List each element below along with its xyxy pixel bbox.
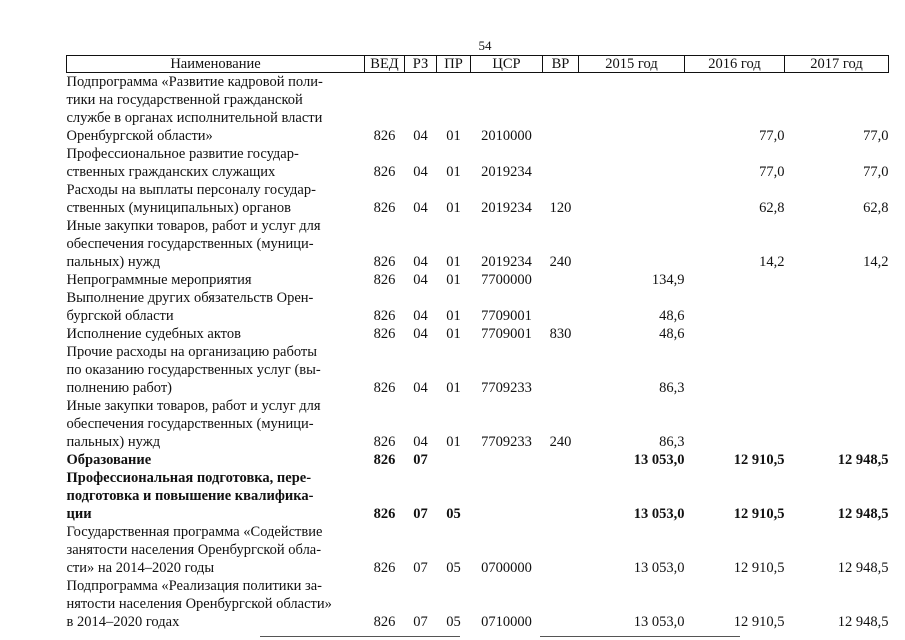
cell-pr: 01 (446, 254, 461, 270)
cell-ved: 826 (373, 254, 396, 270)
cell-2016 (685, 325, 785, 343)
name-line: обеспечения государственных (муници- (66, 236, 314, 252)
header-2016: 2016 год (685, 56, 785, 73)
name-line: пальных) нужд (66, 434, 161, 450)
name-line: Профессиональная подготовка, пере- (66, 470, 312, 486)
cell-2016: 12 910,5 (733, 452, 785, 468)
cell-2017 (785, 325, 889, 343)
cell-pr: 01 (446, 164, 461, 180)
table-header-row (67, 56, 889, 73)
cell-rz: 04 (413, 272, 428, 288)
name-line: подготовка и повышение квалифика- (66, 488, 314, 504)
cell-vr (543, 451, 579, 469)
cell-2017: 12 948,5 (837, 506, 889, 522)
cell-ved: 826 (373, 380, 396, 396)
footer-divider (260, 636, 460, 637)
cell-rz: 04 (413, 164, 428, 180)
name-line: бургской области (66, 308, 174, 324)
cell-vr (543, 289, 579, 325)
table-row (67, 523, 889, 577)
name-line: Прочие расходы на организацию работы (66, 344, 317, 360)
cell-vr (543, 523, 579, 577)
cell-name (67, 325, 365, 343)
cell-vr: 830 (549, 326, 572, 342)
table-body (67, 73, 889, 632)
cell-2015: 13 053,0 (633, 452, 685, 468)
page-number: 54 (478, 38, 492, 53)
cell-name (67, 289, 365, 325)
cell-name (67, 451, 365, 469)
cell-ved: 826 (373, 506, 396, 522)
header-2017: 2017 год (785, 56, 889, 73)
cell-2015: 86,3 (659, 434, 685, 450)
cell-ved: 826 (373, 452, 396, 468)
table-row (67, 145, 889, 181)
cell-csr: 7700000 (481, 272, 532, 288)
cell-csr: 2019234 (481, 164, 532, 180)
cell-name (67, 343, 365, 397)
cell-ved: 826 (373, 200, 396, 216)
name-line: в 2014–2020 годах (66, 614, 180, 630)
cell-pr: 01 (446, 272, 461, 288)
cell-2017: 14,2 (863, 254, 889, 270)
cell-2015 (579, 217, 685, 271)
table-row (67, 181, 889, 217)
cell-2015: 48,6 (659, 326, 685, 342)
name-line: Профессиональное развитие государ- (66, 146, 299, 162)
name-line: сти» на 2014–2020 годы (66, 560, 215, 576)
cell-csr: 7709001 (481, 326, 532, 342)
name-line: по оказанию государственных услуг (вы- (66, 362, 321, 378)
cell-vr (543, 271, 579, 289)
name-line: Расходы на выплаты персоналу государ- (66, 182, 316, 198)
cell-rz: 07 (413, 452, 428, 468)
name-line: занятости населения Оренбургской обла- (66, 542, 322, 558)
name-line: тики на государственной гражданской (66, 92, 303, 108)
cell-2017: 62,8 (863, 200, 889, 216)
table-row (67, 343, 889, 397)
cell-pr: 01 (446, 380, 461, 396)
cell-csr: 0710000 (481, 614, 532, 630)
name-line: Оренбургской области» (66, 128, 213, 144)
cell-2016 (685, 289, 785, 325)
cell-rz: 07 (413, 506, 428, 522)
cell-2015: 134,9 (651, 272, 685, 288)
cell-pr: 01 (446, 308, 461, 324)
cell-2017: 77,0 (863, 164, 889, 180)
name-line: Исполнение судебных актов (66, 326, 241, 342)
name-line: пальных) нужд (66, 254, 161, 270)
cell-vr: 240 (549, 434, 572, 450)
cell-rz: 04 (413, 434, 428, 450)
cell-pr (437, 451, 471, 469)
cell-rz: 04 (413, 200, 428, 216)
cell-name (67, 397, 365, 451)
cell-2017 (785, 271, 889, 289)
cell-2015 (579, 181, 685, 217)
cell-csr: 2010000 (481, 128, 532, 144)
cell-2016: 77,0 (759, 164, 785, 180)
footer-divider (540, 636, 740, 637)
cell-rz: 04 (413, 308, 428, 324)
cell-csr: 0700000 (481, 560, 532, 576)
cell-2017: 77,0 (863, 128, 889, 144)
cell-2016: 77,0 (759, 128, 785, 144)
header-name: Наименование (67, 56, 365, 73)
cell-csr: 2019234 (481, 254, 532, 270)
cell-name (67, 523, 365, 577)
cell-2016: 12 910,5 (733, 560, 785, 576)
cell-2015: 13 053,0 (633, 560, 685, 576)
cell-ved: 826 (373, 434, 396, 450)
cell-2017: 12 948,5 (837, 614, 889, 630)
header-vr: ВР (543, 56, 579, 73)
cell-pr: 05 (446, 560, 461, 576)
header-pr: ПР (437, 56, 471, 73)
cell-vr: 240 (549, 254, 572, 270)
cell-name (67, 181, 365, 217)
table-row (67, 73, 889, 146)
cell-2017 (785, 289, 889, 325)
cell-2015: 13 053,0 (633, 614, 685, 630)
cell-2016: 12 910,5 (733, 614, 785, 630)
name-line: ственных гражданских служащих (66, 164, 276, 180)
cell-2015: 13 053,0 (633, 506, 685, 522)
cell-name (67, 469, 365, 523)
cell-2017 (785, 343, 889, 397)
table-row (67, 469, 889, 523)
table-row (67, 451, 889, 469)
cell-vr (543, 343, 579, 397)
table-row (67, 397, 889, 451)
cell-vr (543, 145, 579, 181)
cell-pr: 01 (446, 326, 461, 342)
cell-csr: 7709233 (481, 434, 532, 450)
name-line: Государственная программа «Содействие (66, 524, 323, 540)
cell-2016: 62,8 (759, 200, 785, 216)
header-ved: ВЕД (365, 56, 405, 73)
table-row (67, 271, 889, 289)
cell-2016 (685, 271, 785, 289)
cell-rz: 04 (413, 326, 428, 342)
cell-ved: 826 (373, 326, 396, 342)
header-rz: РЗ (405, 56, 437, 73)
name-line: ственных (муниципальных) органов (66, 200, 292, 216)
name-line: Иные закупки товаров, работ и услуг для (66, 398, 321, 414)
name-line: Выполнение других обязательств Орен- (66, 290, 314, 306)
cell-2015 (579, 145, 685, 181)
cell-pr: 01 (446, 128, 461, 144)
cell-2015 (579, 73, 685, 146)
name-line: Подпрограмма «Развитие кадровой поли- (66, 74, 323, 90)
table-row (67, 217, 889, 271)
table-row (67, 289, 889, 325)
cell-rz: 07 (413, 614, 428, 630)
name-line: службе в органах исполнительной власти (66, 110, 323, 126)
name-line: ции (66, 506, 92, 522)
cell-vr (543, 577, 579, 631)
cell-2017 (785, 397, 889, 451)
cell-ved: 826 (373, 164, 396, 180)
cell-name (67, 145, 365, 181)
name-line: Иные закупки товаров, работ и услуг для (66, 218, 321, 234)
cell-2016: 12 910,5 (733, 506, 785, 522)
cell-2017: 12 948,5 (837, 452, 889, 468)
cell-ved: 826 (373, 272, 396, 288)
cell-vr (543, 469, 579, 523)
cell-2016 (685, 343, 785, 397)
header-csr: ЦСР (471, 56, 543, 73)
cell-ved: 826 (373, 560, 396, 576)
cell-csr (471, 451, 543, 469)
cell-pr: 01 (446, 200, 461, 216)
name-line: Подпрограмма «Реализация политики за- (66, 578, 322, 594)
cell-name (67, 577, 365, 631)
header-2015: 2015 год (579, 56, 685, 73)
table-row (67, 325, 889, 343)
name-line: обеспечения государственных (муници- (66, 416, 314, 432)
cell-name (67, 73, 365, 146)
cell-csr: 2019234 (481, 200, 532, 216)
cell-rz: 04 (413, 254, 428, 270)
cell-2016: 14,2 (759, 254, 785, 270)
cell-vr (543, 73, 579, 146)
cell-rz: 04 (413, 380, 428, 396)
cell-2016 (685, 397, 785, 451)
cell-2015: 48,6 (659, 308, 685, 324)
cell-2015: 86,3 (659, 380, 685, 396)
name-line: нятости населения Оренбургской области» (66, 596, 332, 612)
cell-rz: 07 (413, 560, 428, 576)
cell-vr: 120 (549, 200, 572, 216)
cell-rz: 04 (413, 128, 428, 144)
name-line: Непрограммные мероприятия (66, 272, 252, 288)
cell-csr (471, 469, 543, 523)
cell-pr: 01 (446, 434, 461, 450)
cell-ved: 826 (373, 614, 396, 630)
cell-ved: 826 (373, 128, 396, 144)
name-line: Образование (66, 452, 152, 468)
cell-pr: 05 (446, 506, 461, 522)
cell-csr: 7709233 (481, 380, 532, 396)
name-line: полнению работ) (66, 380, 173, 396)
cell-ved: 826 (373, 308, 396, 324)
budget-table (66, 55, 889, 631)
cell-name (67, 217, 365, 271)
cell-csr: 7709001 (481, 308, 532, 324)
cell-2017: 12 948,5 (837, 560, 889, 576)
table-row (67, 577, 889, 631)
cell-name (67, 271, 365, 289)
cell-pr: 05 (446, 614, 461, 630)
